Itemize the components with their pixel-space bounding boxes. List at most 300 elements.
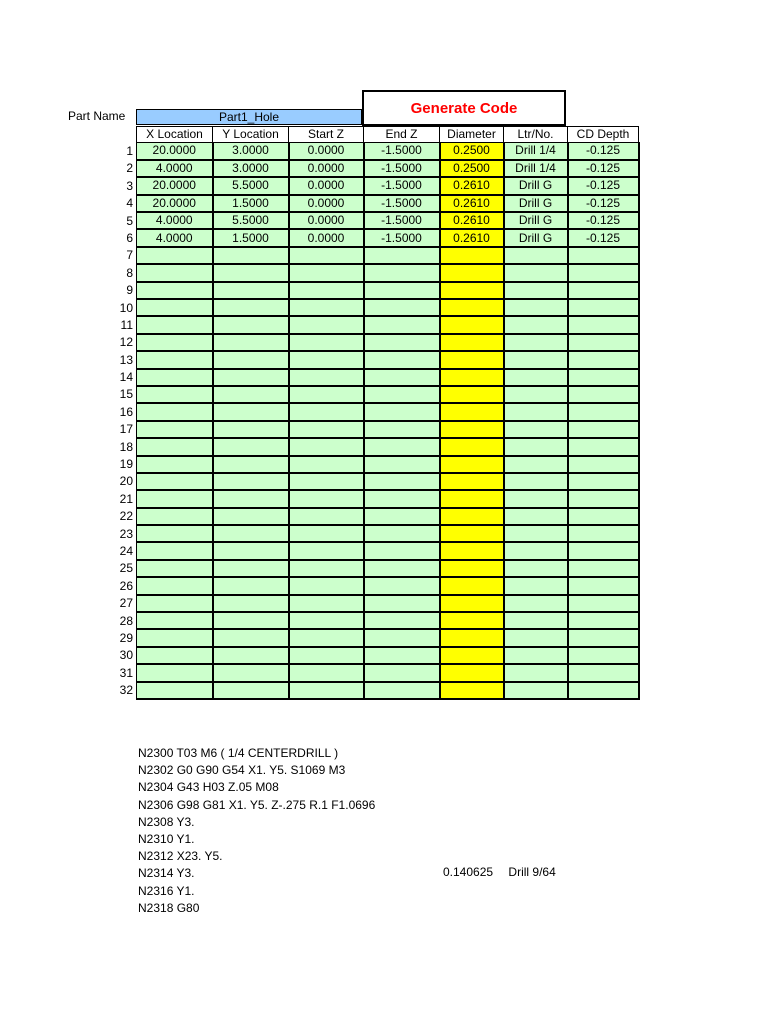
table-cell[interactable] [568,560,639,577]
table-cell[interactable] [504,282,568,299]
table-cell[interactable]: 0.2610 [440,212,504,229]
table-cell[interactable] [504,299,568,316]
table-cell[interactable] [137,351,213,368]
nc-code-line: N2314 Y3. [138,866,195,881]
table-cell[interactable] [504,560,568,577]
table-cell[interactable] [504,247,568,264]
table-cell[interactable]: 20.0000 [137,195,213,212]
table-cell[interactable] [213,421,289,438]
table-cell[interactable] [504,316,568,333]
table-cell[interactable] [289,508,364,525]
table-cell[interactable] [504,351,568,368]
table-cell[interactable] [440,664,504,681]
table-cell[interactable] [504,612,568,629]
table-cell[interactable] [504,542,568,559]
table-cell[interactable] [137,525,213,542]
table-cell[interactable] [289,438,364,455]
table-cell[interactable] [504,456,568,473]
table-cell[interactable] [568,438,639,455]
table-cell[interactable]: -0.125 [568,177,639,194]
table-cell[interactable]: 0.2610 [440,177,504,194]
table-cell[interactable] [137,647,213,664]
table-cell[interactable] [568,490,639,507]
table-cell[interactable] [289,682,364,699]
part-name-field[interactable]: Part1_Hole [136,109,362,125]
table-cell[interactable] [289,647,364,664]
table-cell[interactable]: 0.0000 [289,177,364,194]
table-row [137,351,639,368]
table-cell[interactable]: 1.5000 [213,229,289,246]
table-cell[interactable] [137,490,213,507]
table-cell[interactable]: -0.125 [568,212,639,229]
table-cell[interactable]: -1.5000 [364,229,440,246]
table-cell[interactable] [213,682,289,699]
table-cell[interactable] [213,612,289,629]
table-cell[interactable] [440,490,504,507]
table-row [137,629,639,646]
table-cell[interactable]: Drill 1/4 [504,160,568,177]
table-cell[interactable] [440,560,504,577]
table-row [137,264,639,281]
table-cell[interactable] [568,403,639,420]
table-row [137,334,639,351]
table-cell[interactable] [568,542,639,559]
table-cell[interactable] [504,629,568,646]
table-cell[interactable] [440,421,504,438]
table-cell[interactable]: 0.0000 [289,212,364,229]
table-cell[interactable] [137,612,213,629]
table-cell[interactable] [289,282,364,299]
table-cell[interactable]: -0.125 [568,143,639,160]
table-row [137,647,639,664]
table-cell[interactable]: 5.5000 [213,212,289,229]
table-cell[interactable]: -0.125 [568,195,639,212]
table-row [137,386,639,403]
table-cell[interactable] [289,473,364,490]
table-cell[interactable] [504,525,568,542]
row-number: 8 [126,265,133,280]
table-cell[interactable] [568,264,639,281]
nc-code-line: N2306 G98 G81 X1. Y5. Z-.275 R.1 F1.0696 [138,797,376,812]
table-cell[interactable] [289,595,364,612]
table-cell[interactable] [568,299,639,316]
table-cell[interactable] [440,473,504,490]
row-number-column [100,143,133,700]
row-number: 19 [119,457,133,472]
table-row [137,160,639,177]
table-cell[interactable] [568,508,639,525]
table-cell[interactable]: Drill G [504,195,568,212]
table-cell[interactable] [440,682,504,699]
table-cell[interactable]: -0.125 [568,160,639,177]
table-cell[interactable] [289,299,364,316]
table-cell[interactable] [440,264,504,281]
table-cell[interactable] [137,369,213,386]
row-number: 26 [119,578,133,593]
table-cell[interactable] [364,490,440,507]
table-cell[interactable] [289,542,364,559]
table-cell[interactable] [137,682,213,699]
table-cell[interactable] [137,577,213,594]
table-cell[interactable] [213,403,289,420]
table-row [137,195,639,212]
table-cell[interactable]: 0.2500 [440,160,504,177]
table-cell[interactable] [364,316,440,333]
nc-code-line: N2302 G0 G90 G54 X1. Y5. S1069 M3 [138,763,346,778]
table-row [137,282,639,299]
table-cell[interactable]: 4.0000 [137,229,213,246]
table-row [137,212,639,229]
table-cell[interactable] [289,264,364,281]
table-cell[interactable] [289,490,364,507]
row-number: 2 [126,161,133,176]
table-cell[interactable]: -1.5000 [364,177,440,194]
table-cell[interactable] [213,438,289,455]
drill-size-value: 0.140625 [443,865,494,879]
table-cell[interactable] [504,490,568,507]
table-cell[interactable] [440,369,504,386]
table-cell[interactable]: Drill G [504,177,568,194]
table-cell[interactable]: -0.125 [568,229,639,246]
table-cell[interactable] [440,247,504,264]
table-cell[interactable] [213,247,289,264]
nc-code-line: N2318 G80 [138,900,200,915]
row-number: 11 [120,317,133,332]
table-cell[interactable] [137,629,213,646]
table-row [137,542,639,559]
table-row [137,299,639,316]
table-cell[interactable] [289,612,364,629]
table-cell[interactable]: 0.2610 [440,195,504,212]
table-cell[interactable] [504,647,568,664]
nc-code-output [138,745,375,917]
table-cell[interactable] [364,560,440,577]
table-cell[interactable] [440,577,504,594]
table-cell[interactable] [364,351,440,368]
table-cell[interactable]: 3.0000 [213,143,289,160]
column-header: End Z [364,127,440,143]
table-cell[interactable] [440,595,504,612]
row-number: 7 [126,248,133,263]
table-cell[interactable] [440,299,504,316]
row-number: 29 [119,630,133,645]
row-number: 25 [119,561,133,576]
table-cell[interactable] [289,664,364,681]
table-row [137,490,639,507]
row-number: 18 [119,439,133,454]
table-cell[interactable] [213,316,289,333]
table-cell[interactable] [213,490,289,507]
table-cell[interactable] [364,421,440,438]
table-cell[interactable] [504,369,568,386]
row-number: 23 [119,526,133,541]
table-cell[interactable] [213,508,289,525]
table-cell[interactable] [440,403,504,420]
table-cell[interactable] [289,351,364,368]
table-cell[interactable] [289,577,364,594]
table-cell[interactable] [568,629,639,646]
table-cell[interactable] [568,577,639,594]
table-cell[interactable] [364,334,440,351]
table-cell[interactable] [213,577,289,594]
table-cell[interactable] [568,386,639,403]
table-cell[interactable] [504,403,568,420]
table-cell[interactable] [364,525,440,542]
row-number: 27 [119,596,133,611]
table-cell[interactable] [137,473,213,490]
hole-table [136,126,640,700]
table-cell[interactable] [137,299,213,316]
nc-code-line: N2312 X23. Y5. [138,849,223,864]
table-cell[interactable] [364,282,440,299]
column-header: Start Z [289,127,364,143]
table-cell[interactable]: -1.5000 [364,160,440,177]
column-header: X Location [137,127,213,143]
table-cell[interactable] [137,664,213,681]
table-row [137,577,639,594]
table-cell[interactable] [137,334,213,351]
table-cell[interactable]: 20.0000 [137,143,213,160]
table-cell[interactable] [364,403,440,420]
table-cell[interactable] [440,316,504,333]
table-cell[interactable] [289,525,364,542]
row-number: 17 [119,422,133,437]
table-cell[interactable] [364,299,440,316]
table-cell[interactable] [568,421,639,438]
table-cell[interactable] [440,612,504,629]
table-cell[interactable] [440,647,504,664]
table-cell[interactable] [364,264,440,281]
table-cell[interactable] [568,282,639,299]
table-cell[interactable] [213,473,289,490]
nc-code-line: N2300 T03 M6 ( 1/4 CENTERDRILL ) [138,746,339,760]
table-cell[interactable] [137,560,213,577]
table-cell[interactable] [568,682,639,699]
table-cell[interactable] [137,282,213,299]
table-row [137,177,639,194]
table-cell[interactable] [213,264,289,281]
generate-code-button[interactable]: Generate Code [362,90,566,126]
table-row [137,143,639,160]
table-cell[interactable] [289,247,364,264]
table-cell[interactable] [364,647,440,664]
table-cell[interactable] [364,612,440,629]
table-cell[interactable] [504,577,568,594]
table-cell[interactable] [504,438,568,455]
table-cell[interactable] [289,560,364,577]
row-number: 20 [119,474,133,489]
drill-size-label: Drill 9/64 [508,865,556,879]
part-name-label: Part Name [68,109,126,123]
row-number: 15 [119,387,133,402]
table-cell[interactable]: -1.5000 [364,195,440,212]
table-cell[interactable]: 1.5000 [213,195,289,212]
table-cell[interactable] [364,664,440,681]
table-cell[interactable]: 4.0000 [137,160,213,177]
table-cell[interactable] [213,647,289,664]
row-number: 12 [119,335,133,350]
column-header: Diameter [440,127,504,143]
table-cell[interactable] [568,664,639,681]
table-cell[interactable] [364,369,440,386]
table-cell[interactable]: Drill G [504,212,568,229]
table-row [137,421,639,438]
table-cell[interactable] [213,629,289,646]
row-number: 9 [126,283,133,298]
table-cell[interactable]: 0.0000 [289,229,364,246]
table-cell[interactable] [568,369,639,386]
table-cell[interactable] [364,247,440,264]
table-cell[interactable] [289,403,364,420]
table-row [137,369,639,386]
table-cell[interactable]: 5.5000 [213,177,289,194]
table-cell[interactable] [213,351,289,368]
table-cell[interactable] [364,577,440,594]
table-cell[interactable] [213,334,289,351]
table-cell[interactable]: Drill 1/4 [504,143,568,160]
table-cell[interactable] [137,595,213,612]
table-cell[interactable] [289,334,364,351]
table-cell[interactable]: 0.0000 [289,195,364,212]
column-header-row [137,127,639,143]
table-cell[interactable] [213,542,289,559]
column-header: CD Depth [568,127,639,143]
table-cell[interactable] [364,508,440,525]
table-cell[interactable] [137,456,213,473]
table-cell[interactable] [440,542,504,559]
table-cell[interactable] [137,247,213,264]
table-cell[interactable] [568,334,639,351]
table-cell[interactable] [289,421,364,438]
table-cell[interactable] [568,647,639,664]
table-cell[interactable] [440,525,504,542]
table-cell[interactable] [213,386,289,403]
table-cell[interactable] [137,386,213,403]
row-number: 1 [126,144,133,158]
table-cell[interactable] [504,595,568,612]
row-number: 24 [119,543,133,558]
table-row [137,612,639,629]
table-cell[interactable] [440,456,504,473]
table-cell[interactable] [568,612,639,629]
table-cell[interactable] [364,682,440,699]
table-cell[interactable] [504,473,568,490]
drill-size-note [443,865,556,879]
table-cell[interactable] [568,473,639,490]
table-cell[interactable] [137,542,213,559]
table-row [137,525,639,542]
table-cell[interactable]: 0.0000 [289,143,364,160]
table-cell[interactable] [137,508,213,525]
table-cell[interactable] [213,299,289,316]
table-cell[interactable]: -1.5000 [364,212,440,229]
table-row [137,456,639,473]
table-row [137,682,639,699]
table-cell[interactable] [289,316,364,333]
table-row [137,595,639,612]
table-cell[interactable] [504,334,568,351]
table-row [137,229,639,246]
table-cell[interactable] [213,595,289,612]
table-cell[interactable]: 3.0000 [213,160,289,177]
table-cell[interactable] [504,264,568,281]
table-cell[interactable] [364,386,440,403]
table-row [137,664,639,681]
table-cell[interactable] [568,351,639,368]
table-row [137,560,639,577]
table-cell[interactable]: Drill G [504,229,568,246]
table-cell[interactable] [568,456,639,473]
nc-code-line: N2316 Y1. [138,883,195,898]
table-cell[interactable] [440,438,504,455]
row-number: 32 [119,683,133,698]
table-cell[interactable] [137,403,213,420]
table-cell[interactable] [364,629,440,646]
row-number: 14 [119,370,133,385]
table-cell[interactable] [504,386,568,403]
table-cell[interactable] [504,421,568,438]
row-number: 3 [126,178,133,193]
table-cell[interactable] [213,525,289,542]
table-cell[interactable] [364,595,440,612]
table-cell[interactable] [364,542,440,559]
table-row [137,403,639,420]
table-cell[interactable]: 4.0000 [137,212,213,229]
table-cell[interactable] [213,664,289,681]
table-cell[interactable] [213,560,289,577]
column-header: Y Location [213,127,289,143]
table-cell[interactable] [213,369,289,386]
row-number: 30 [119,648,133,663]
table-cell[interactable] [568,247,639,264]
table-cell[interactable] [364,473,440,490]
table-cell[interactable] [568,595,639,612]
table-cell[interactable] [504,664,568,681]
table-cell[interactable] [440,629,504,646]
table-cell[interactable] [289,386,364,403]
table-cell[interactable] [440,351,504,368]
row-number: 22 [119,509,133,524]
table-cell[interactable] [440,508,504,525]
table-cell[interactable] [504,682,568,699]
table-cell[interactable] [137,316,213,333]
table-cell[interactable] [504,508,568,525]
table-cell[interactable] [440,282,504,299]
table-cell[interactable] [364,456,440,473]
table-cell[interactable]: 0.2500 [440,143,504,160]
table-cell[interactable]: 0.0000 [289,160,364,177]
table-cell[interactable] [213,282,289,299]
table-cell[interactable] [289,629,364,646]
table-cell[interactable]: -1.5000 [364,143,440,160]
table-cell[interactable] [213,456,289,473]
table-cell[interactable] [568,316,639,333]
table-cell[interactable] [137,421,213,438]
row-number: 16 [119,404,133,419]
table-cell[interactable] [440,386,504,403]
table-cell[interactable] [289,369,364,386]
table-cell[interactable]: 20.0000 [137,177,213,194]
table-cell[interactable] [364,438,440,455]
table-cell[interactable] [137,438,213,455]
row-number: 6 [126,230,133,245]
table-cell[interactable]: 0.2610 [440,229,504,246]
row-number: 21 [119,491,133,506]
table-cell[interactable] [289,456,364,473]
table-cell[interactable] [137,264,213,281]
table-cell[interactable] [440,334,504,351]
table-cell[interactable] [568,525,639,542]
